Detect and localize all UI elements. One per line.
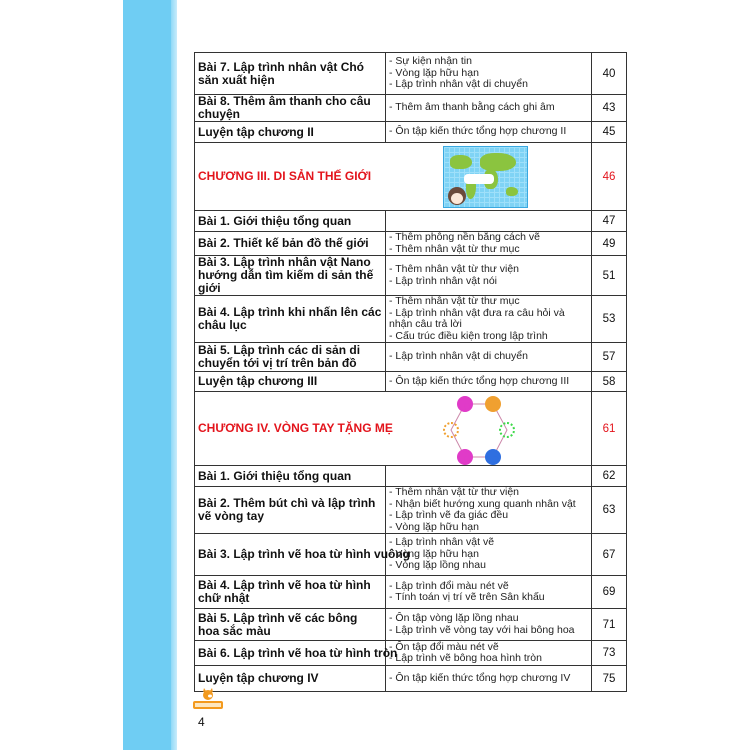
topic: - Ôn tập đổi màu nét vẽ bbox=[389, 640, 499, 653]
lesson-title: Luyện tập chương II bbox=[195, 122, 386, 143]
table-row bbox=[195, 666, 627, 692]
topic: - Tính toán vị trí vẽ trên Sân khấu bbox=[389, 591, 545, 603]
topic: - Thêm nhân vật từ thư mục bbox=[389, 242, 520, 255]
lesson-title: Bài 6. Lập trình vẽ hoa từ hình tròn bbox=[195, 641, 386, 666]
page-number: 61 bbox=[592, 392, 627, 466]
lesson-topics bbox=[386, 122, 592, 143]
lesson-title: Bài 8. Thêm âm thanh cho câu chuyện bbox=[195, 95, 386, 122]
chapter-title-cell bbox=[195, 143, 592, 211]
page-number: 71 bbox=[592, 609, 627, 641]
topic: - Thêm nhân vật từ thư mục bbox=[389, 295, 520, 307]
topic: - Vòng lặp hữu hạn bbox=[389, 547, 479, 560]
page-number: 75 bbox=[592, 666, 627, 692]
table-row bbox=[195, 641, 627, 666]
topic: - Lập trình nhân vật nói bbox=[389, 274, 497, 287]
chapter-title-cell bbox=[195, 392, 592, 466]
table-row bbox=[195, 343, 627, 372]
lesson-title: Bài 4. Lập trình khi nhấn lên các châu lục bbox=[195, 296, 386, 343]
topic: - Lập trình vẽ bông hoa hình tròn bbox=[389, 652, 542, 664]
table-row bbox=[195, 232, 627, 256]
lesson-topics bbox=[386, 211, 592, 232]
topic: - Vòng lặp hữu hạn bbox=[389, 520, 479, 533]
table-row bbox=[195, 53, 627, 95]
table-row bbox=[195, 576, 627, 609]
page-number: 67 bbox=[592, 534, 627, 576]
topic: - Thêm âm thanh bằng cách ghi âm bbox=[389, 101, 555, 114]
page-number-footer: 4 bbox=[198, 715, 205, 729]
page-number: 69 bbox=[592, 576, 627, 609]
topic: - Ôn tập kiến thức tổng hợp chương IV bbox=[389, 671, 571, 684]
topic: - Thêm nhân vật từ thư viện bbox=[389, 263, 520, 275]
lesson-title: Bài 5. Lập trình vẽ các bông hoa sắc màu bbox=[195, 609, 386, 641]
topic: - Lập trình đổi màu nét vẽ bbox=[389, 579, 509, 592]
table-row bbox=[195, 534, 627, 576]
lesson-topics bbox=[386, 466, 592, 487]
table-row bbox=[195, 95, 627, 122]
lesson-topics bbox=[386, 232, 592, 256]
lesson-topics bbox=[386, 256, 592, 296]
page-number: 45 bbox=[592, 122, 627, 143]
page-number: 57 bbox=[592, 343, 627, 372]
topic: - Lập trình vẽ vòng tay với hai bông hoa bbox=[389, 623, 575, 636]
world-map-illustration bbox=[443, 146, 528, 208]
topic: - Lập trình nhân vật vẽ bbox=[389, 536, 495, 549]
lesson-title: Bài 7. Lập trình nhân vật Chó săn xuất hiện bbox=[195, 53, 386, 95]
table-row bbox=[195, 211, 627, 232]
topic: - Nhận biết hướng xung quanh nhân vật bbox=[389, 497, 576, 510]
lesson-title: Bài 3. Lập trình nhân vật Nano hướng dẫn tìm kiếm di sản thế giới bbox=[195, 256, 386, 296]
topic: - Ôn tập kiến thức tổng hợp chương II bbox=[389, 125, 567, 138]
page-number: 47 bbox=[592, 211, 627, 232]
topic: - Vòng lặp lồng nhau bbox=[389, 559, 486, 572]
flower-bracelet-illustration bbox=[443, 396, 523, 466]
topic: - Vòng lặp hữu hạn bbox=[389, 66, 479, 79]
scratch-cat-logo-icon bbox=[192, 688, 224, 712]
chapter-row bbox=[195, 392, 627, 466]
topic: - Sự kiện nhận tin bbox=[389, 55, 472, 68]
page-number: 62 bbox=[592, 466, 627, 487]
lesson-topics bbox=[386, 95, 592, 122]
page-number: 73 bbox=[592, 641, 627, 666]
lesson-topics bbox=[386, 534, 592, 576]
lesson-topics bbox=[386, 296, 592, 343]
lesson-title: Bài 4. Lập trình vẽ hoa từ hình chữ nhật bbox=[195, 576, 386, 609]
lesson-topics bbox=[386, 641, 592, 666]
page-number: 63 bbox=[592, 487, 627, 534]
lesson-title: Bài 1. Giới thiệu tổng quan bbox=[195, 211, 386, 232]
lesson-title: Bài 5. Lập trình các di sản di chuyển tới vị trí trên bản đồ bbox=[195, 343, 386, 372]
table-of-contents bbox=[194, 52, 627, 692]
lesson-topics bbox=[386, 576, 592, 609]
page-number: 40 bbox=[592, 53, 627, 95]
lesson-topics bbox=[386, 609, 592, 641]
lesson-topics bbox=[386, 666, 592, 692]
page-number: 51 bbox=[592, 256, 627, 296]
chapter-title: CHƯƠNG III. DI SẢN THẾ GIỚI bbox=[198, 169, 372, 183]
lesson-topics bbox=[386, 372, 592, 392]
lesson-topics bbox=[386, 343, 592, 372]
table-row bbox=[195, 487, 627, 534]
topic: - Ôn tập kiến thức tổng hợp chương III bbox=[389, 374, 570, 387]
side-stripe bbox=[123, 0, 171, 750]
chapter-row bbox=[195, 143, 627, 211]
topic: - Lập trình vẽ đa giác đều bbox=[389, 509, 509, 521]
lesson-title: Luyện tập chương IV bbox=[195, 666, 386, 692]
table-row bbox=[195, 609, 627, 641]
topic: - Cấu trúc điều kiện trong lập trình bbox=[389, 329, 548, 342]
lesson-title: Bài 2. Thiết kế bản đồ thế giới bbox=[195, 232, 386, 256]
lesson-title: Bài 2. Thêm bút chì và lập trình vẽ vòng tay bbox=[195, 487, 386, 534]
chapter-title: CHƯƠNG IV. VÒNG TAY TẶNG MẸ bbox=[198, 421, 393, 435]
table-row bbox=[195, 122, 627, 143]
table-row bbox=[195, 372, 627, 392]
table-row bbox=[195, 296, 627, 343]
topic: - Thêm phông nền bằng cách vẽ bbox=[389, 231, 540, 243]
topic: - Lập trình nhân vật di chuyển bbox=[389, 350, 528, 363]
page-number: 58 bbox=[592, 372, 627, 392]
topic: - Lập trình nhân vật đưa ra câu hỏi và nhận câu trả lời bbox=[389, 306, 565, 330]
lesson-title: Bài 3. Lập trình vẽ hoa từ hình vuông bbox=[195, 534, 386, 576]
lesson-topics bbox=[386, 53, 592, 95]
lesson-title: Bài 1. Giới thiệu tổng quan bbox=[195, 466, 386, 487]
table-row bbox=[195, 466, 627, 487]
lesson-topics bbox=[386, 487, 592, 534]
table-row bbox=[195, 256, 627, 296]
page-number: 43 bbox=[592, 95, 627, 122]
side-stripe-edge bbox=[171, 0, 177, 750]
lesson-title: Luyện tập chương III bbox=[195, 372, 386, 392]
topic: - Lập trình nhân vật di chuyển bbox=[389, 78, 528, 91]
page-number: 49 bbox=[592, 232, 627, 256]
page-number: 46 bbox=[592, 143, 627, 211]
topic: - Thêm nhân vật từ thư viện bbox=[389, 486, 520, 498]
page-number: 53 bbox=[592, 296, 627, 343]
topic: - Ôn tập vòng lặp lồng nhau bbox=[389, 612, 519, 624]
